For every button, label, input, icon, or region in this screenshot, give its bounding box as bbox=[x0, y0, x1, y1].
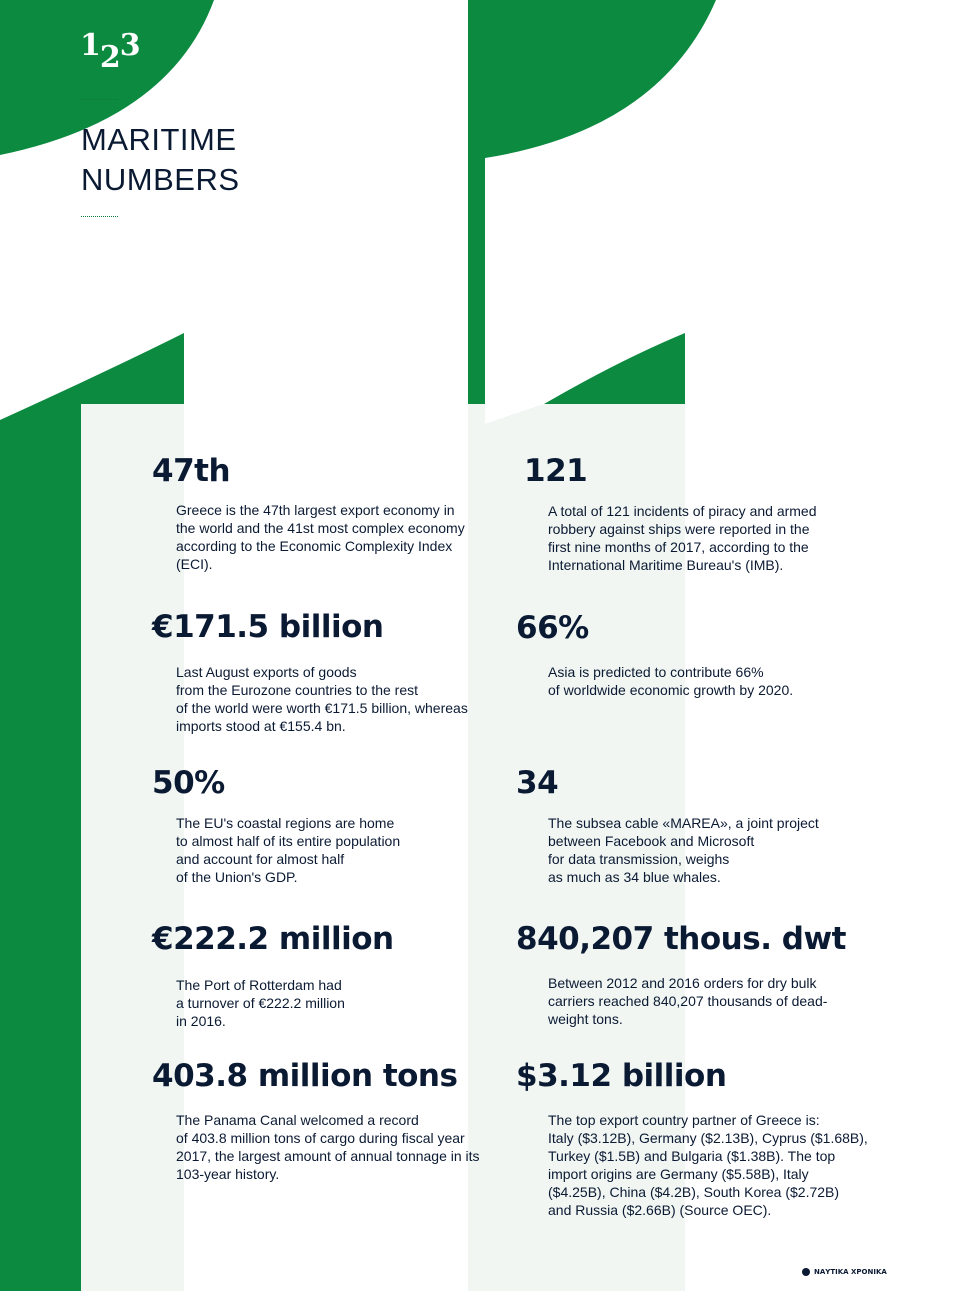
fact-right-1 bbox=[524, 453, 817, 574]
fact-description: The Panama Canal welcomed a record of 403.8 million tons of cargo during fiscal year 2017, the largest amount of annual tonnage in its 103-year history. bbox=[176, 1112, 480, 1182]
fact-description: Asia is predicted to contribute 66% of worldwide economic growth by 2020. bbox=[548, 664, 794, 698]
fact-description: Greece is the 47th largest export economy in the world and the 41st most complex economy according to the Economic Complexity Index (ECI). bbox=[176, 502, 465, 572]
fact-description: Last August exports of goods from the Eurozone countries to the rest of the world were worth €171.5 billion, whereas imports stood at €155.4 bn. bbox=[176, 664, 468, 734]
fact-number: 403.8 million tons bbox=[152, 1058, 458, 1094]
fact-number: $3.12 billion bbox=[516, 1058, 727, 1094]
logo-digit-3: 3 bbox=[119, 28, 140, 63]
fact-description: Between 2012 and 2016 orders for dry bulk carriers reached 840,207 thousands of dead- weight tons. bbox=[548, 975, 828, 1027]
logo-digit-1: 1 bbox=[80, 28, 100, 63]
fact-number: 47th bbox=[152, 453, 231, 489]
divider-dots-top bbox=[81, 99, 118, 100]
title-line-1: MARITIME bbox=[81, 122, 237, 157]
fact-number: 50% bbox=[152, 765, 225, 801]
logo bbox=[80, 28, 140, 75]
fact-description: The EU's coastal regions are home to almost half of its entire population and account for almost half of the Union's GDP. bbox=[176, 815, 401, 885]
page-title bbox=[81, 120, 240, 200]
publisher-footer bbox=[802, 1268, 887, 1276]
fact-left-2 bbox=[152, 609, 468, 735]
middle-green-wedge bbox=[544, 333, 685, 404]
logo-digit-2: 2 bbox=[99, 40, 120, 75]
fact-description: A total of 121 incidents of piracy and armed robbery against ships were reported in the first nine months of 2017, according to the International Maritime Bureau's (IMB). bbox=[548, 503, 817, 573]
fact-description: The subsea cable «MAREA», a joint project between Facebook and Microsoft for data transmission, weighs as much as 34 blue whales. bbox=[548, 815, 819, 885]
fact-left-4 bbox=[152, 921, 394, 1030]
fact-right-3 bbox=[516, 765, 819, 886]
fact-right-4 bbox=[516, 921, 846, 1028]
title-line-2: NUMBERS bbox=[81, 162, 240, 197]
publisher-name: ΝΑΥΤΙΚΑ ΧΡΟΝΙΚΑ bbox=[814, 1268, 887, 1276]
fact-number: 121 bbox=[524, 453, 588, 489]
fact-number: €171.5 billion bbox=[152, 609, 384, 645]
bullet-icon bbox=[802, 1268, 810, 1276]
divider-dots-bottom bbox=[81, 216, 118, 217]
fact-left-3 bbox=[152, 765, 400, 886]
fact-right-5 bbox=[516, 1058, 868, 1219]
fact-number: €222.2 million bbox=[152, 921, 394, 957]
fact-description: The top export country partner of Greece is: Italy ($3.12B), Germany ($2.13B), Cyprus ($1.68B), Turkey ($1.5B) and Bulgaria ($1.38B). The top import origins are Germany ($5.58B), Italy ($4.25B), China ($4.2B), South Korea ($2.72B) and Russia ($2.66B) (Source OEC). bbox=[548, 1112, 868, 1218]
fact-number: 840,207 thous. dwt bbox=[516, 921, 846, 957]
fact-left-5 bbox=[152, 1058, 480, 1183]
fact-description: The Port of Rotterdam had a turnover of €222.2 million in 2016. bbox=[176, 977, 345, 1029]
fact-number: 34 bbox=[516, 765, 559, 801]
fact-number: 66% bbox=[516, 610, 589, 646]
fact-left-1 bbox=[152, 453, 465, 573]
fact-right-2 bbox=[516, 610, 793, 699]
